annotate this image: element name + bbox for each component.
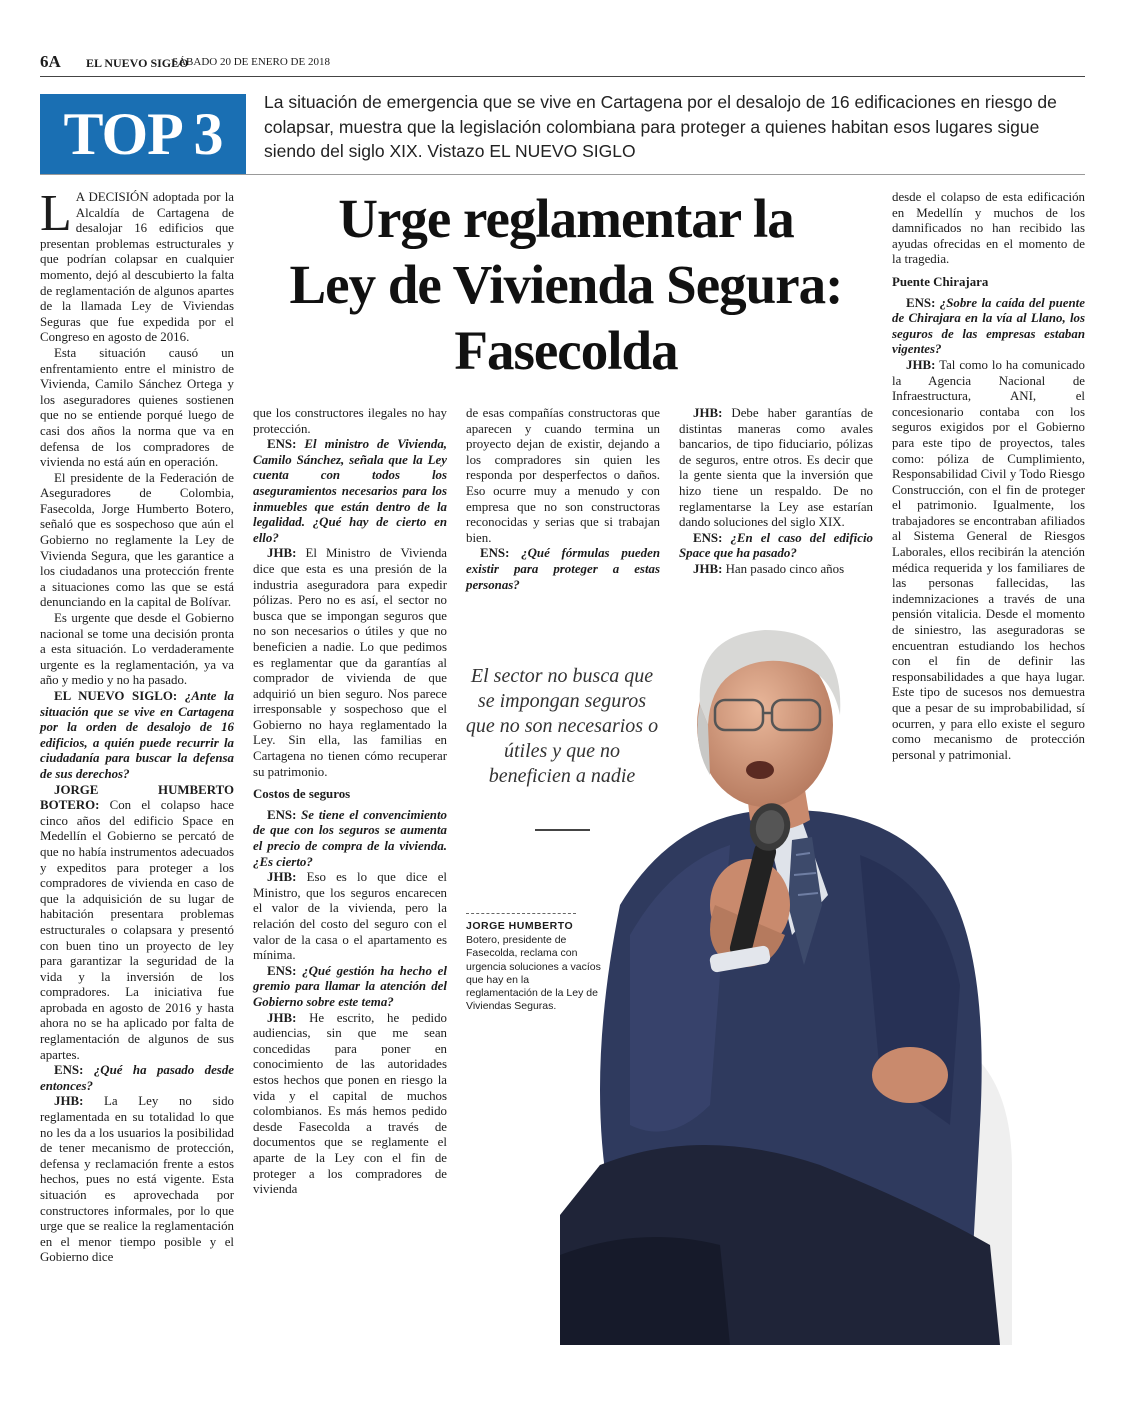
answer-label: JHB: xyxy=(54,1094,84,1109)
interview-question xyxy=(253,964,447,1011)
question-label: ENS: xyxy=(267,807,297,822)
interview-question xyxy=(40,689,234,783)
body-paragraph: de esas compañías constructoras que aparecen y cuando termina un proyecto dejan de existir, dejando a los compradores sin quien les responda por desperfectos o daños. Eso ocurre muy a menudo y con empresa que no son constructoras reconocidas y serias que si trabajan bien. xyxy=(466,406,660,545)
question-text: ¿Sobre la caída del puente de Chirajara en la vía al Llano, los seguros de las empresas estaban vigentes? xyxy=(892,295,1085,357)
answer-label: JHB: xyxy=(693,561,723,576)
question-text: ¿En el caso del edificio Space que ha pasado? xyxy=(679,530,873,561)
question-text: ¿Qué gestión ha hecho el gremio para llamar la atención del Gobierno sobre este tema? xyxy=(253,963,447,1009)
question-label: EL NUEVO SIGLO: xyxy=(54,689,178,703)
article-column-4 xyxy=(679,406,873,578)
answer-label: JHB: xyxy=(267,870,297,885)
subheading: Costos de seguros xyxy=(253,787,351,802)
body-paragraph: que los constructores ilegales no hay protección. xyxy=(253,406,447,436)
headline-line: Ley de Vivienda Segura: xyxy=(289,254,843,315)
lead-text: adoptada por la Alcaldía de Cartagena de desalojar 16 edificios que presentan problemas estructurales y que podrían colapsar en cualquier momento, dejó al descubierto la falta de reglamentación de algunos apartes de la llamada Ley de Viviendas Seguras que fue expedida por el Congreso en agosto de 2016. xyxy=(40,190,234,345)
headline-line: Urge reglamentar la xyxy=(338,188,794,249)
body-paragraph: desde el colapso de esta edificación en Medellín y muchos de los damnificados no han recibido las ayudas ofrecidas en el momento de la tragedia. xyxy=(892,190,1085,267)
body-paragraph: Es urgente que desde el Gobierno nacional se tome una decisión pronta a esta situación. Lo verdaderamente urgente es la reglamentación, ya va año y medio y no ha pasado. xyxy=(40,611,234,688)
pull-quote-rule xyxy=(535,829,590,831)
lead-paragraph xyxy=(40,185,234,346)
interview-answer xyxy=(253,546,447,780)
section-badge: TOP 3 xyxy=(40,94,246,174)
interview-answer xyxy=(679,406,873,531)
headline-line: Fasecolda xyxy=(454,320,678,381)
question-label: ENS: xyxy=(54,1063,84,1078)
article-column-3 xyxy=(466,406,660,593)
question-label: ENS: xyxy=(480,546,510,561)
banner-rule xyxy=(40,174,1085,175)
answer-text: Con el colapso hace cinco años del edificio Space en Medellín el Gobierno se percató de que no había instrumentos adecuados y expeditos para proteger a los compradores de vivienda en caso de que la adquisición de su lugar de habitación presentara problemas estructurales o colapsara y presentó con buen tino un proyecto de ley para garantizar la seguridad de la vida y la inversión de los compradores. La iniciativa fue aprobada en agosto de 2016 y hasta ahora no se ha aplicado por falta de reglamentación de algunos de sus apartes. xyxy=(40,798,234,1062)
interview-question xyxy=(679,531,873,562)
question-label: ENS: xyxy=(693,530,723,545)
answer-text: Debe haber garantías de distintas maneras como avales bancarios, de tipo fiduciario, pólizas de seguros, entre otros. Es decir que la gente sienta que la inversión que hizo tiene un respaldo. De no reglamentarse la Ley ase estarían dando soluciones del siglo XIX. xyxy=(679,406,873,530)
question-label: ENS: xyxy=(906,295,936,310)
article-column-2 xyxy=(253,406,447,1198)
answer-text: He escrito, he pedido audiencias, sin que me sean concedidas para poner en conocimiento de las autoridades estos hechos que ponen en riesgo la vida y el capital de muchos colombianos. Es más hemos pedido desde Fasecolda a través de documentos que se reglamente el aparte de la Ley con el fin de proteger a los compradores de vivienda xyxy=(253,1010,447,1197)
section-intro: La situación de emergencia que se vive en Cartagena por el desalojo de 16 edificaciones en riesgo de colapsar, muestra que la legislación colombiana para proteger a quienes habitan esos lugares sigue siendo del siglo XIX. Vistazo EL NUEVO SIGLO xyxy=(264,92,1057,161)
article-headline xyxy=(250,186,882,384)
answer-label: JORGE HUMBERTO BOTERO: xyxy=(40,782,234,813)
answer-label: JHB: xyxy=(267,1010,297,1025)
answer-text: La Ley no sido reglamentada en su totalidad lo que no les da a los usuarios la posibilidad de tener mecanismo de protección, defensa y reclamación frente a estos hechos, pues no está vigente. Esta situación es aprovechada por constructores informales, por lo que urge que se realice la reglamentación en el menor tiempo posible y el Gobierno dice xyxy=(40,1094,234,1265)
page-number: 6A xyxy=(40,52,61,71)
interview-question xyxy=(253,808,447,870)
photo-caption-title: JORGE HUMBERTO xyxy=(466,920,574,932)
pull-quote: El sector no busca que se impongan seguros que no son necesarios o útiles y que no beneficien a nadie xyxy=(465,665,659,787)
answer-text: El Ministro de Vivienda dice que esta es una presión de la industria aseguradora para expedir pólizas. Pero no es así, el sector no busca que se impongan seguros que no son necesarios o útiles y que no beneficien a nadie. Lo que pedimos es reglamentar que da garantías al comprador de vivienda de que adquirió un bien seguro. Nos parece irresponsable y sospechoso que el Gobierno no haya reglamentado la Ley. Sin ella, las familias en Cartagena no tienen cómo recuperar su patrimonio. xyxy=(253,546,447,779)
question-text: ¿Qué fórmulas pueden existir para proteger a estas personas? xyxy=(466,546,660,592)
interview-answer xyxy=(40,1094,234,1266)
lead-smallcaps: A DECISIÓN xyxy=(75,190,149,204)
answer-text: Tal como lo ha comunicado la Agencia Nacional de Infraestructura, ANI, el concesionario contaba con los seguros exigidos por el Gobierno para este tipo de proyectos, tales como: póliza de Cumplimiento, Responsabilidad Civil y Todo Riesgo Construcción, con el fin de proteger el patrimonio. Igualmente, los trabajadores se encontraban afiliados al Sistema General de Riesgos Laborales, ellos recibirán la atención médica requerida y los familiares de las personas fallecidas, las indemnizaciones a través de una pensión vitalicia. Desde el momento de siniestro, las aseguradoras se encuentran estudiando los hechos con el fin de definir las responsabilidades a que haya lugar. Este tipo de sucesos nos demuestra que a pesar de su improbabilidad, sí ocurren, y para ello existe el seguro como mecanismo de protección personal y patrimonial. xyxy=(892,357,1085,762)
issue-date: SÁBADO 20 DE ENERO DE 2018 xyxy=(172,56,330,68)
interview-question xyxy=(892,296,1085,358)
question-label: ENS: xyxy=(267,437,297,452)
caption-rule xyxy=(466,913,576,915)
answer-label: JHB: xyxy=(693,406,723,420)
question-text: ¿Qué ha pasado desde entonces? xyxy=(40,1063,234,1093)
photo-caption: Botero, presidente de Fasecolda, reclama con urgencia soluciones a vacíos que hay en la reglamentación de la Ley de Viviendas Seguras. xyxy=(466,934,601,1013)
interview-answer xyxy=(40,783,234,1064)
question-text: El ministro de Vivienda, Camilo Sánchez, señala que la Ley cuenta con todos los aseguramientos necesarios para los inmuebles que están dentro de la legalidad. ¿Qué hay de cierto en ello? xyxy=(253,437,447,545)
interview-answer xyxy=(253,870,447,964)
body-paragraph: El presidente de la Federación de Aseguradores de Colombia, Fasecolda, Jorge Humberto Botero, señaló que es sospechoso que aún el Gobierno no reglamente la Ley de Vivienda Segura, que les garantice a los ciudadanos una protección frente a situaciones como las que se está denunciando en la capital de Bolívar. xyxy=(40,470,234,610)
question-text: Se tiene el convencimiento de que con los seguros se aumenta el precio de compra de la vivienda. ¿Es cierto? xyxy=(253,807,447,869)
question-label: ENS: xyxy=(267,963,297,978)
interview-question xyxy=(466,546,660,593)
answer-label: JHB: xyxy=(267,546,297,561)
interview-answer xyxy=(253,1011,447,1198)
article-column-1 xyxy=(40,185,234,1266)
body-paragraph: Esta situación causó un enfrentamiento entre el ministro de Vivienda, Camilo Sánchez Ortega y los aseguradores quienes sostienen que no se entiende porqué luego de casi dos años la norma que va en defensa de los compradores de vivienda no está aún en operación. xyxy=(40,345,234,470)
interview-answer xyxy=(679,562,873,578)
header-rule xyxy=(40,76,1085,77)
subheading: Puente Chirajara xyxy=(892,274,989,289)
answer-text: Eso es lo que dice el Ministro, que los seguros encarecen el valor de la vivienda, pero la relación del costo del seguro con el valor de la casa o el apartamento es mínima. xyxy=(253,870,447,963)
paper-name: EL NUEVO SIGLO xyxy=(86,56,189,70)
answer-text: Han pasado cinco años xyxy=(722,561,845,576)
interview-question xyxy=(253,437,447,546)
interview-question xyxy=(40,1063,234,1094)
question-text: ¿Ante la situación que se vive en Cartagena por la orden de desalojo de 16 edificios, a quién puede recurrir la ciudadanía para buscar la defensa de sus derechos? xyxy=(40,689,234,781)
answer-label: JHB: xyxy=(906,357,936,372)
drop-cap: L xyxy=(40,185,72,242)
